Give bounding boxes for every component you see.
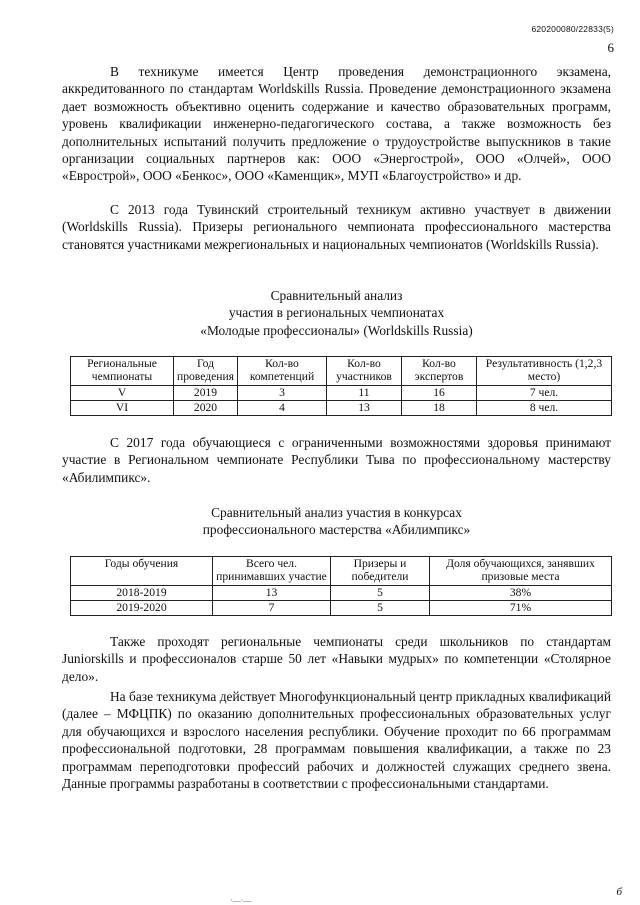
worldskills-table — [70, 356, 612, 416]
table-cell: 2019-2020 — [71, 601, 213, 616]
margin-handwritten-mark: б — [616, 886, 622, 898]
paragraph-juniorskills: Также проходят региональные чемпионаты среди школьников по стандартам Juniorskills и профессионалов старше 50 лет «Навыки мудрых» по компетенции «Столярное дело». — [62, 634, 611, 684]
table-row — [71, 601, 612, 616]
table-cell: 71% — [430, 601, 612, 616]
table-cell: 5 — [331, 586, 430, 601]
table-cell: 2020 — [174, 401, 238, 416]
table1-caption-line: участия в региональных чемпионатах — [228, 305, 445, 321]
column-header: Региональные чемпионаты — [71, 357, 174, 386]
paragraph-mfcpk: На базе техникума действует Многофункциональный центр прикладных квалификаций (далее – МФЦПК) по оказанию дополнительных профессиональных образовательных услуг для обучающихся и взрослого населения республики. Обучение проходит по 66 программам профессиональной подготовки, 28 программам повышения квалификации, а также по 23 программам переподготовки профессий рабочих и должностей служащих среднего звена. Данные программы разработаны в соответствии с профессиональными стандартами. — [62, 689, 611, 792]
table-row — [71, 401, 612, 416]
page-number: 6 — [607, 40, 614, 55]
table-cell: 13 — [213, 586, 331, 601]
column-header: Результативность (1,2,3 место) — [476, 357, 611, 386]
table-cell: 7 — [213, 601, 331, 616]
column-header: Кол-во экспертов — [401, 357, 476, 386]
table-cell: 7 чел. — [476, 386, 611, 401]
table-cell: 8 чел. — [476, 401, 611, 416]
table-cell: 2018-2019 — [71, 586, 213, 601]
table-cell: 2019 — [174, 386, 238, 401]
table-cell: 13 — [326, 401, 401, 416]
table2-caption-line: Сравнительный анализ участия в конкурсах — [211, 505, 462, 520]
table1-caption — [62, 287, 611, 339]
table2-caption-line: профессионального мастерства «Абилимпикс» — [202, 522, 471, 538]
table-cell: 38% — [430, 586, 612, 601]
table-header-row — [71, 357, 612, 386]
table-cell: 11 — [326, 386, 401, 401]
document-id: 620200080/22833(5) — [531, 24, 614, 34]
table-cell: 4 — [237, 401, 326, 416]
table1-caption-line: Сравнительный анализ — [270, 288, 403, 303]
table-cell: 3 — [237, 386, 326, 401]
column-header: Годы обучения — [71, 557, 213, 586]
table-cell: 16 — [401, 386, 476, 401]
column-header: Кол-во участников — [326, 357, 401, 386]
column-header: Кол-во компетенций — [237, 357, 326, 386]
table-cell: VI — [71, 401, 174, 416]
table2-caption — [62, 504, 611, 539]
table-cell: V — [71, 386, 174, 401]
abilympics-table — [70, 556, 612, 616]
paragraph-worldskills: С 2013 года Тувинский строительный техникум активно участвует в движении (Worldskills Russia). Призеры регионального чемпионата профессионального мастерства становятся участниками межрегиональных и национальных чемпионатов (Worldskills Russia). — [62, 202, 611, 252]
table-cell: 5 — [331, 601, 430, 616]
table-header-row — [71, 557, 612, 586]
scan-artifact-mark: ·—·— — [230, 896, 252, 905]
table-cell: 18 — [401, 401, 476, 416]
column-header: Год проведения — [174, 357, 238, 386]
column-header: Призеры и победители — [331, 557, 430, 586]
table-row — [71, 586, 612, 601]
column-header: Всего чел. принимавших участие — [213, 557, 331, 586]
paragraph-abilympics: С 2017 года обучающиеся с ограниченными возможностями здоровья принимают участие в Региональном чемпионате Республики Тыва по профессиональному мастерству «Абилимпикс». — [62, 435, 611, 485]
table1-caption-line: «Молодые профессионалы» (Worldskills Russia) — [200, 322, 473, 338]
column-header: Доля обучающихся, занявших призовые места — [430, 557, 612, 586]
table-row — [71, 386, 612, 401]
paragraph-demo-exam: В техникуме имеется Центр проведения демонстрационного экзамена, аккредитованного по стандартам Worldskills Russia. Проведение демонстрационного экзамена дает возможность объективно оценить содержание и качество образовательных программ, уровень квалификации инженерно-педагогического состава, а также возможность без дополнительных испытаний получить предложение о трудоустройстве выпускников в такие организации социальных партнеров как: ООО «Энергострой», ООО «Олчей», ООО «Еврострой», ООО «Бенкос», ООО «Каменщик», МУП «Благоустройство» и др. — [62, 64, 611, 184]
